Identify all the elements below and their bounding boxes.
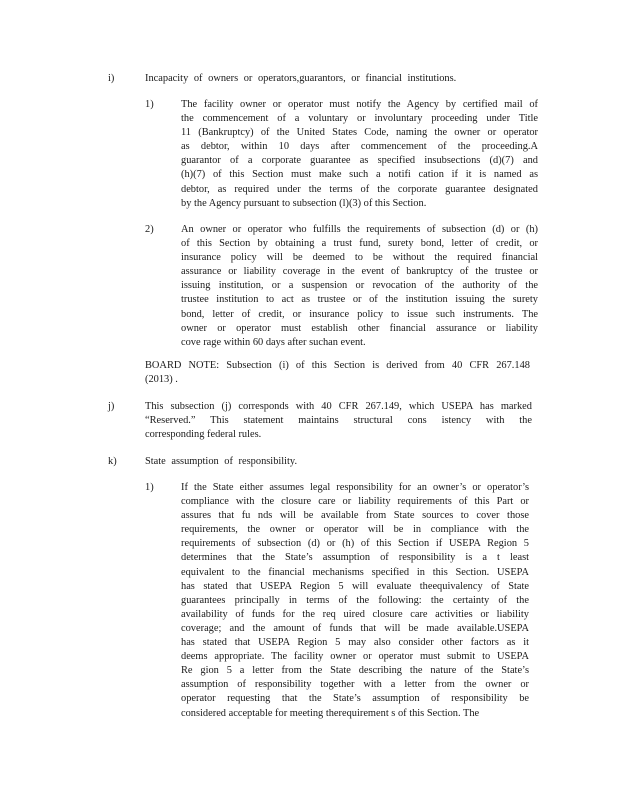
text-line: trustee institution to act as trustee or of the institution issuing the surety (181, 294, 538, 306)
section-label-i: i) (108, 73, 115, 84)
text-line: 11 (Bankruptcy) of the United States Code, naming the owner or operator (181, 127, 538, 139)
text-line: by the Agency pursuant to subsection (l)(3) of this Section. (181, 197, 427, 209)
item-label-i-1: 1) (145, 99, 154, 110)
text-line: the commencement of a voluntary or involuntary proceeding under Title (181, 113, 538, 125)
text-line: Re gion 5 a letter from the State describing the nature of the State’s (181, 665, 529, 677)
text-line: determines that the State’s assumption of responsibility is a t least (181, 552, 529, 564)
paragraph-k-1 (181, 481, 529, 721)
text-line: requirements of subsection (d) or (h) of this Section if USEPA Region 5 (181, 538, 529, 550)
item-label-k-1: 1) (145, 482, 154, 493)
text-line: assumption of responsibility together with a letter from the owner or (181, 679, 529, 691)
section-label-j: j) (108, 401, 115, 412)
text-line: operator requesting that the State’s assumption of responsibility be (181, 693, 529, 705)
text-line: equivalent to the financial mechanisms specified in this Section. USEPA (181, 566, 529, 578)
text-line: as debtor, within 10 days after commencement of the proceeding.A (181, 141, 538, 153)
text-line: bond, letter of credit, or insurance policy to issue such instruments. The (181, 308, 538, 320)
text-line: (h)(7) of this Section must make such a notifi cation if it is named as (181, 169, 538, 181)
text-line: An owner or operator who fulfills the requirements of subsection (d) or (h) (181, 224, 538, 235)
text-line: has stated that USEPA Region 5 may also consider other factors as it (181, 637, 529, 649)
section-heading-k: State assumption of responsibility. (145, 456, 298, 467)
paragraph-j (145, 400, 532, 442)
section-heading-i: Incapacity of owners or operators,guarantors, or financial institutions. (145, 73, 457, 84)
text-line: This subsection (j) corresponds with 40 CFR 267.149, which USEPA has marked (145, 401, 532, 412)
text-line: of this Section by obtaining a trust fund, surety bond, letter of credit, or (181, 238, 538, 250)
text-line: corresponding federal rules. (145, 429, 262, 441)
board-note (145, 359, 530, 387)
text-line: assurance or liability coverage in the event of bankruptcy of the trustee or (181, 266, 538, 278)
text-line: insurance policy will be deemed to be without the required financial (181, 252, 538, 264)
section-label-k: k) (108, 456, 117, 467)
text-line: guarantees principally in terms of the following: the certainty of the (181, 594, 529, 606)
text-line: If the State either assumes legal responsibility for an owner’s or operator’s (181, 482, 529, 493)
text-line: debtor, as required under the terms of the corporate guarantee designated (181, 183, 538, 195)
paragraph-i-1 (181, 98, 538, 211)
text-line: (2013) . (145, 374, 178, 386)
text-line: issuing institution, or a suspension or revocation of the authority of the (181, 280, 538, 292)
text-line: deems appropriate. The facility owner or operator must submit to USEPA (181, 651, 529, 663)
paragraph-i-2 (181, 223, 538, 350)
text-line: assures that fu nds will be available from State sources to cover those (181, 510, 529, 522)
text-line: availability of funds for the req uired closure care activities or liability (181, 608, 529, 620)
text-line: considered acceptable for meeting therequirement s of this Section. The (181, 707, 480, 719)
item-label-i-2: 2) (145, 224, 154, 235)
text-line: owner or operator must establish other financial assurance or liability (181, 322, 538, 334)
text-line: “Reserved.” This statement maintains structural cons istency with the (145, 415, 532, 427)
text-line: has stated that USEPA Region 5 will evaluate theequivalency of State (181, 580, 529, 592)
text-line: coverage; and the amount of funds that will be made available.USEPA (181, 622, 529, 634)
text-line: The facility owner or operator must notify the Agency by certified mail of (181, 99, 538, 110)
text-line: requirements, the owner or operator will be in compliance with the (181, 524, 529, 536)
text-line: guarantor of a corporate guarantee as specified insubsections (d)(7) and (181, 155, 538, 167)
text-line: BOARD NOTE: Subsection (i) of this Section is derived from 40 CFR 267.148 (145, 360, 530, 371)
text-line: compliance with the closure care or liability requirements of this Part or (181, 496, 529, 508)
text-line: cove rage within 60 days after suchan event. (181, 336, 366, 348)
